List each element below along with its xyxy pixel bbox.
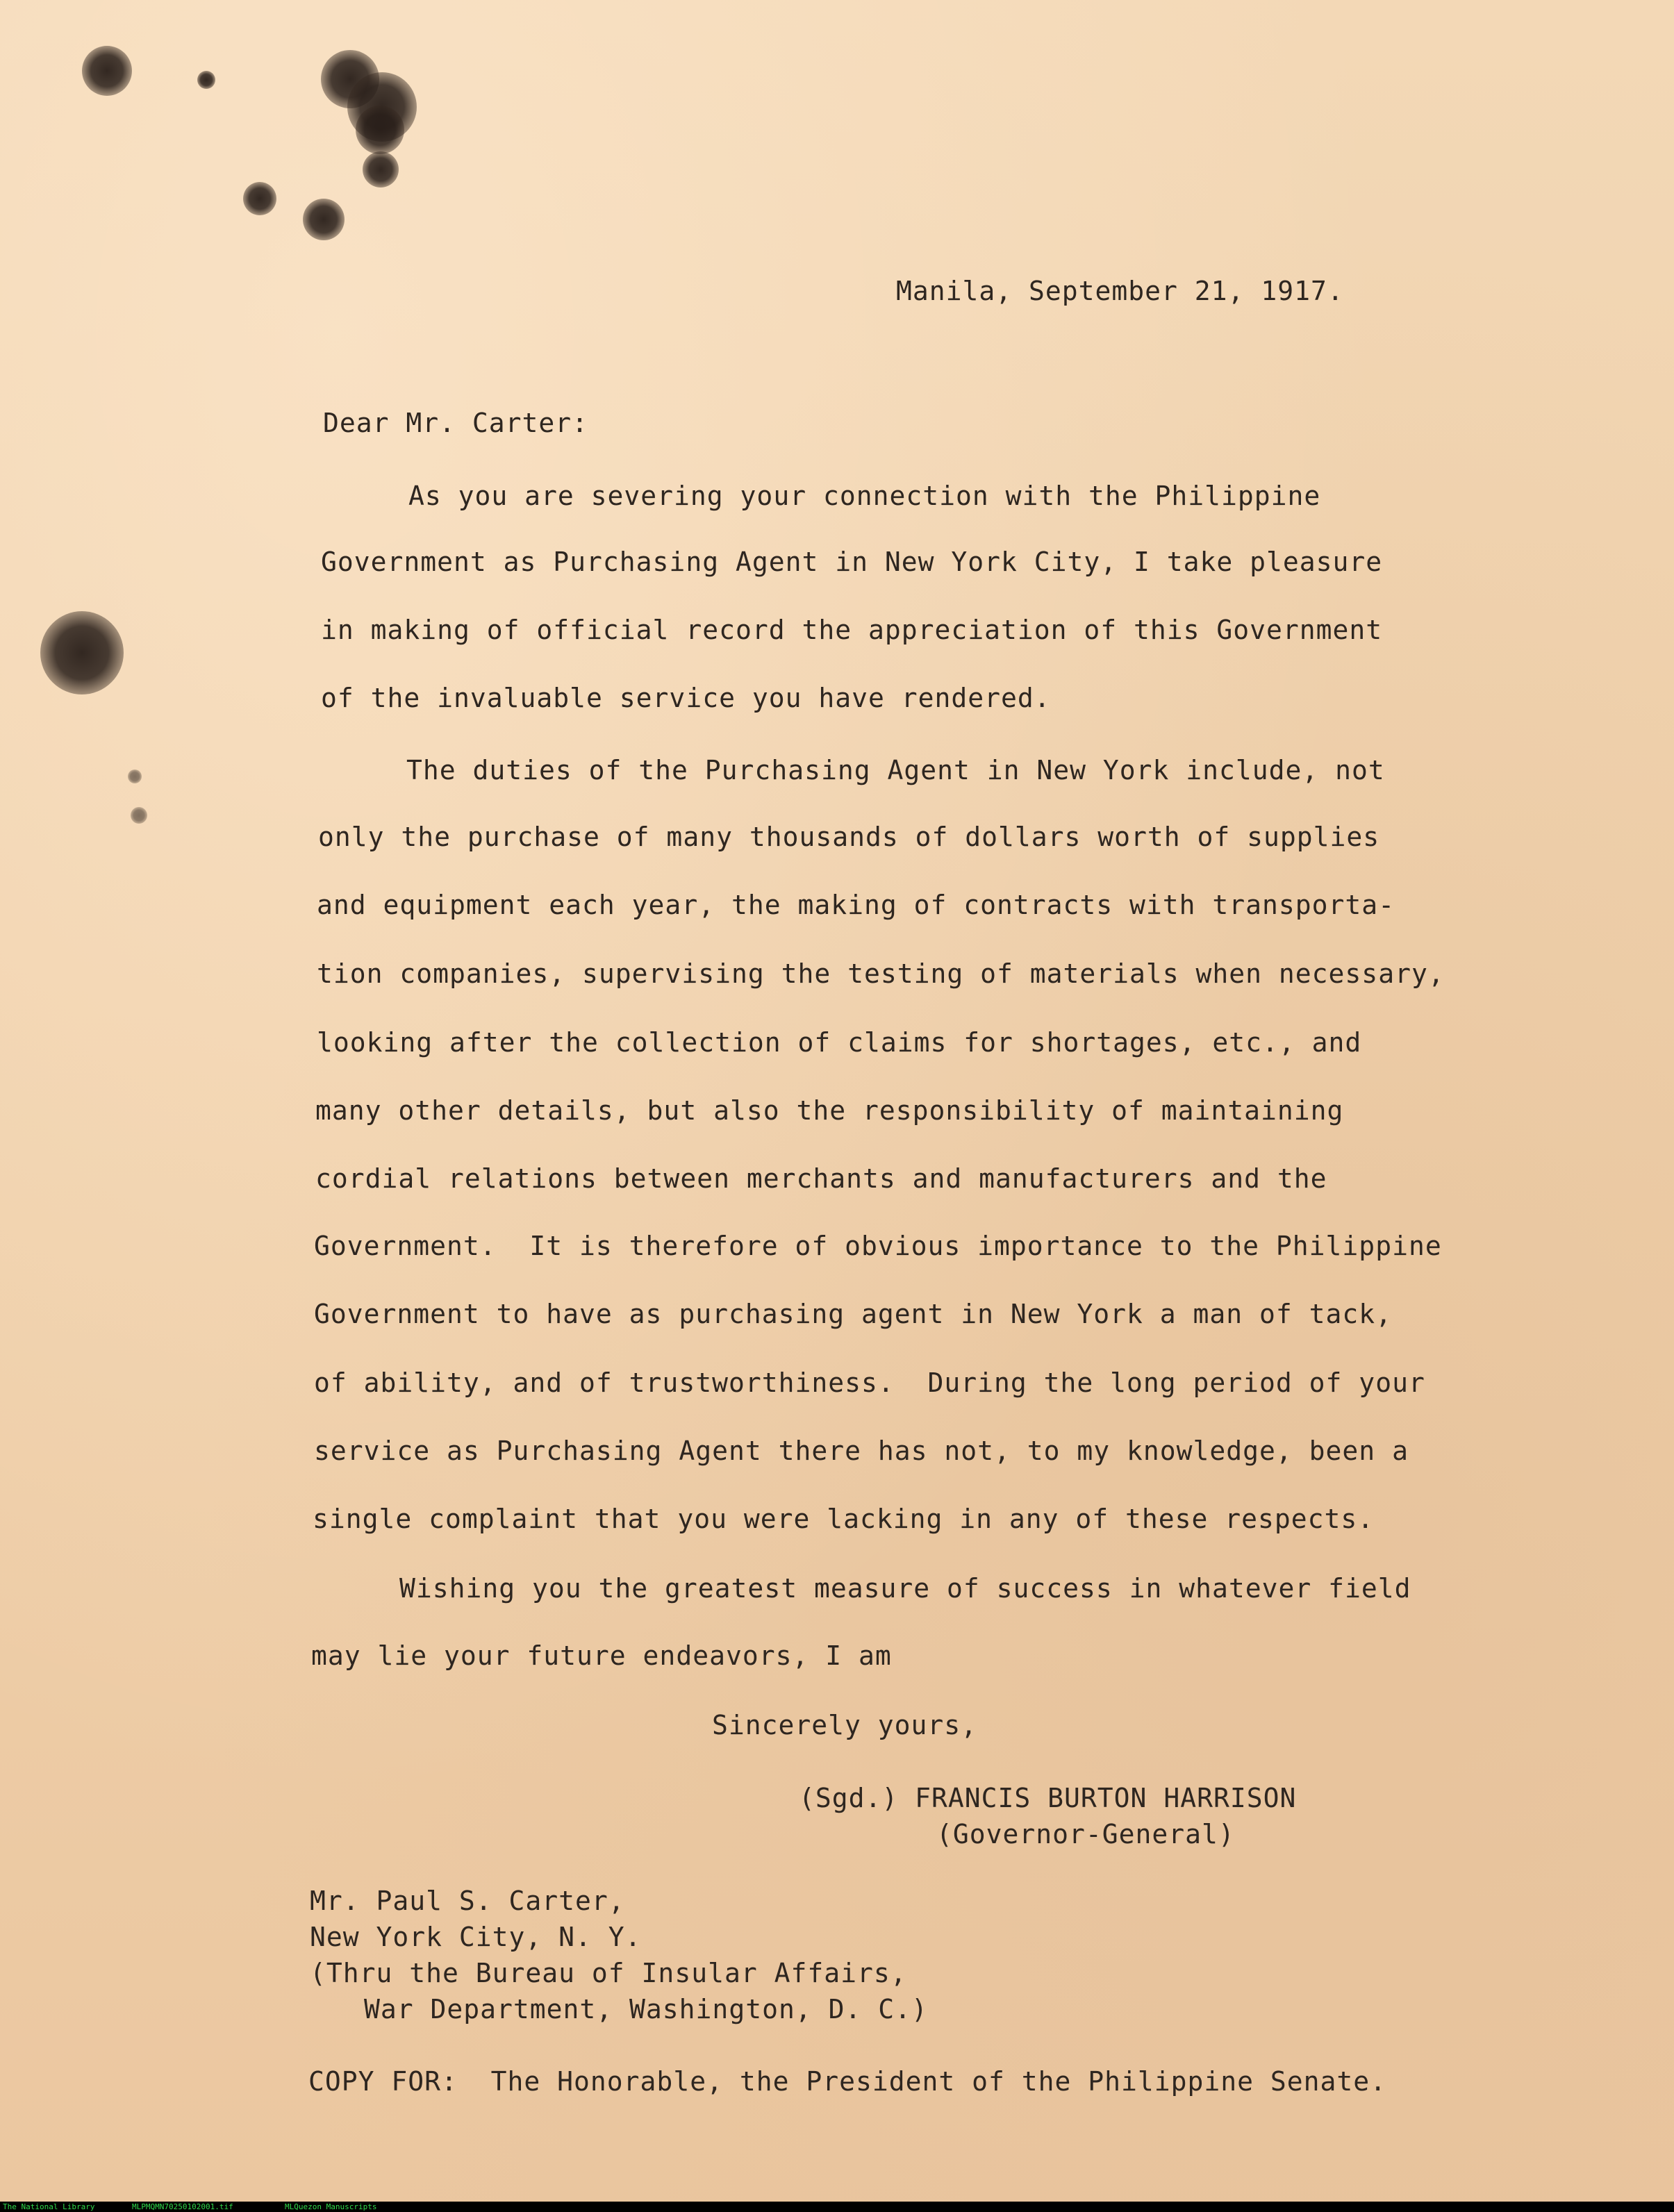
salutation: Dear Mr. Carter: — [323, 408, 589, 438]
footer-collection: MLQuezon Manuscripts — [285, 2202, 377, 2211]
body-line: of ability, and of trustworthiness. During the long period of your — [314, 1367, 1425, 1398]
body-line: service as Purchasing Agent there has not, to my knowledge, been a — [314, 1436, 1409, 1466]
closing: Sincerely yours, — [712, 1710, 978, 1740]
body-line: As you are severing your connection with the Philippine — [408, 481, 1321, 511]
body-line: only the purchase of many thousands of dollars worth of supplies — [318, 822, 1380, 852]
footer-filename: MLPMQMN70250102001.tif — [132, 2202, 233, 2211]
addressee-line: New York City, N. Y. — [310, 1922, 642, 1952]
ink-stain — [303, 199, 345, 240]
body-line: Government. It is therefore of obvious importance to the Philippine — [314, 1231, 1442, 1261]
addressee-line: Mr. Paul S. Carter, — [310, 1886, 625, 1916]
ink-stain — [131, 807, 147, 824]
body-line: in making of official record the appreciation of this Government — [321, 615, 1383, 645]
ink-stain — [243, 182, 276, 215]
ink-stain — [128, 770, 142, 783]
body-line: and equipment each year, the making of contracts with transporta- — [317, 890, 1395, 920]
body-line: cordial relations between merchants and manufacturers and the — [315, 1163, 1327, 1194]
ink-stain — [197, 71, 215, 89]
body-line: The duties of the Purchasing Agent in New York include, not — [406, 755, 1385, 785]
ink-stain — [82, 46, 132, 96]
addressee-line: (Thru the Bureau of Insular Affairs, — [310, 1958, 907, 1988]
signature-title: (Governor-General) — [936, 1819, 1235, 1849]
body-line: Wishing you the greatest measure of success in whatever field — [399, 1573, 1411, 1604]
body-line: many other details, but also the responsibility of maintaining — [315, 1095, 1344, 1126]
archive-footer — [0, 2202, 1674, 2212]
body-line: single complaint that you were lacking in any of these respects. — [313, 1504, 1375, 1534]
body-line: tion companies, supervising the testing of materials when necessary, — [317, 958, 1445, 989]
body-line: may lie your future endeavors, I am — [311, 1640, 892, 1671]
ink-stain — [356, 106, 404, 154]
footer-source: The National Library — [3, 2202, 95, 2211]
body-line: Government to have as purchasing agent in New York a man of tack, — [314, 1299, 1393, 1329]
copy-note: COPY FOR: The Honorable, the President of the Philippine Senate. — [308, 2066, 1387, 2097]
ink-stain — [40, 611, 124, 695]
body-line: looking after the collection of claims for shortages, etc., and — [317, 1027, 1362, 1058]
body-line: Government as Purchasing Agent in New York City, I take pleasure — [321, 547, 1383, 577]
signature: (Sgd.) FRANCIS BURTON HARRISON — [799, 1783, 1297, 1813]
ink-stain — [363, 151, 399, 188]
addressee-line: War Department, Washington, D. C.) — [364, 1994, 928, 2024]
body-line: of the invaluable service you have rendered. — [321, 683, 1051, 713]
dateline: Manila, September 21, 1917. — [896, 276, 1344, 306]
